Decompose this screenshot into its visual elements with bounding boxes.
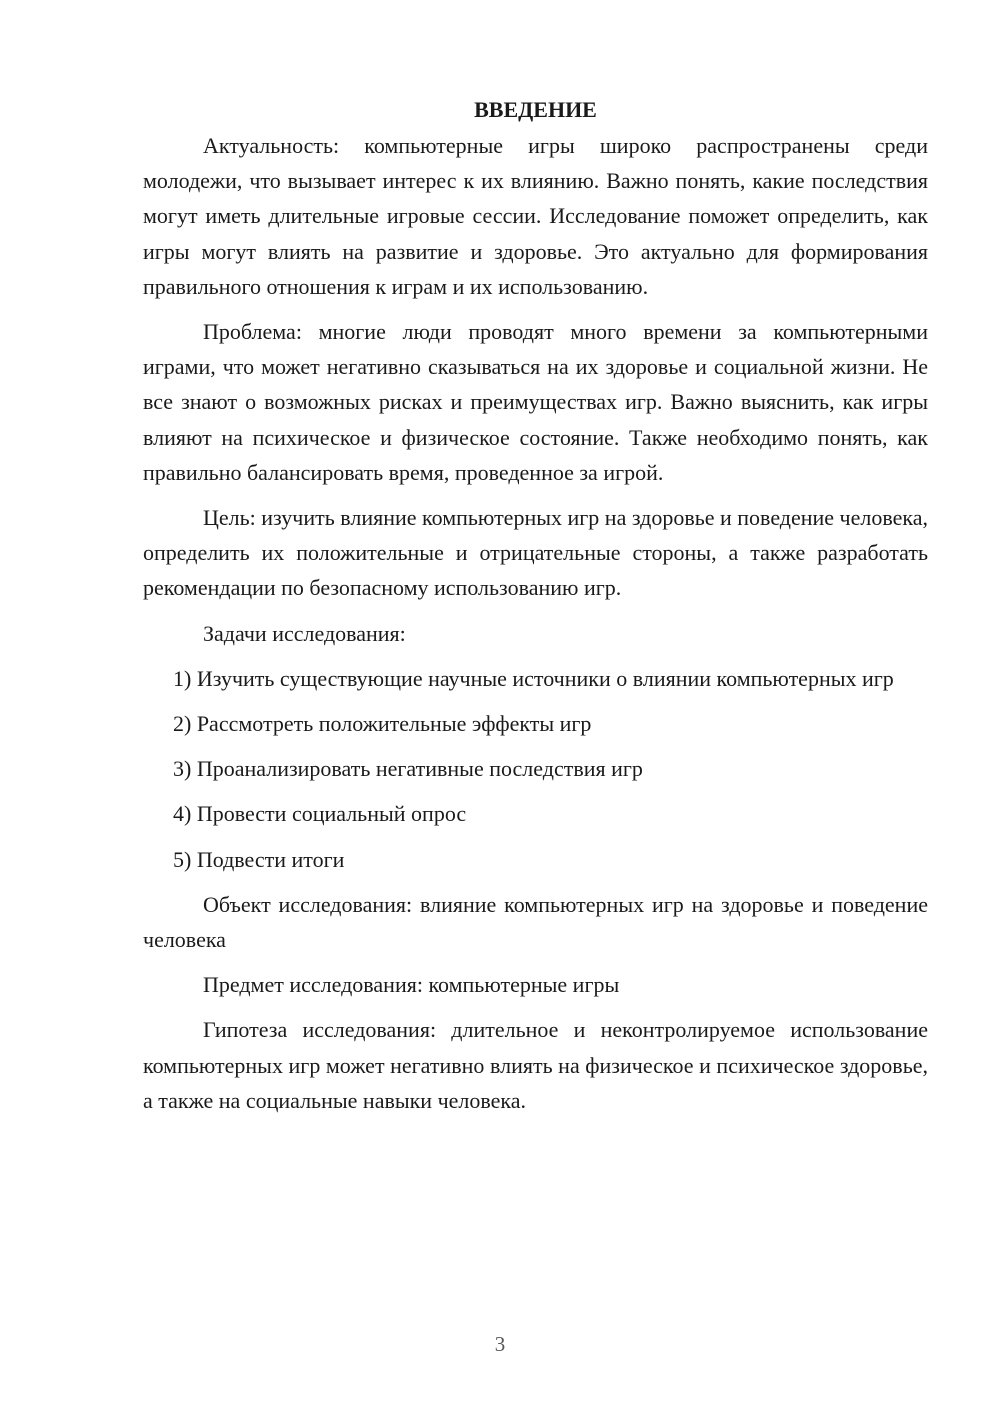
relevance-paragraph: Актуальность: компьютерные игры широко распространены среди молодежи, что вызывает интерес к их влиянию. Важно понять, какие последствия могут иметь длительные игровые сессии. Исследование поможет определить, как игры могут влиять на развитие и здоровье. Это актуально для формирования правильного отношения к играм и их использованию. (143, 133, 928, 299)
page-number: 3 (494, 1332, 506, 1356)
problem-paragraph: Проблема: многие люди проводят много времени за компьютерными играми, что может негативно сказываться на их здоровье и социальной жизни. Не все знают о возможных рисках и преимуществах игр. Важно выяснить, как игры влияют на психическое и физическое состояние. Также необходимо понять, как правильно балансировать время, проведенное за игрой. (143, 319, 928, 485)
list-item: 5) Подвести итоги (173, 846, 345, 872)
hypothesis-paragraph: Гипотеза исследования: длительное и неконтролируемое использование компьютерных игр может негативно влиять на физическое и психическое здоровье, а также на социальные навыки человека. (143, 1017, 928, 1113)
goal-paragraph: Цель: изучить влияние компьютерных игр на здоровье и поведение человека, определить их положительные и отрицательные стороны, а также разработать рекомендации по безопасному использованию игр. (143, 505, 929, 601)
list-item: 2) Рассмотреть положительные эффекты игр (173, 711, 592, 737)
task-list (143, 661, 928, 877)
list-item: 1) Изучить существующие научные источники о влиянии компьютерных игр (173, 665, 894, 691)
page-title: ВВЕДЕНИЕ (474, 97, 597, 122)
subject-paragraph: Предмет исследования: компьютерные игры (203, 972, 620, 998)
tasks-title: Задачи исследования: (203, 620, 406, 646)
list-item: 4) Провести социальный опрос (173, 801, 467, 827)
list-item: 3) Проанализировать негативные последствия игр (173, 756, 643, 782)
object-paragraph: Объект исследования: влияние компьютерных игр на здоровье и поведение человека (143, 891, 928, 953)
document-body (143, 92, 928, 1128)
